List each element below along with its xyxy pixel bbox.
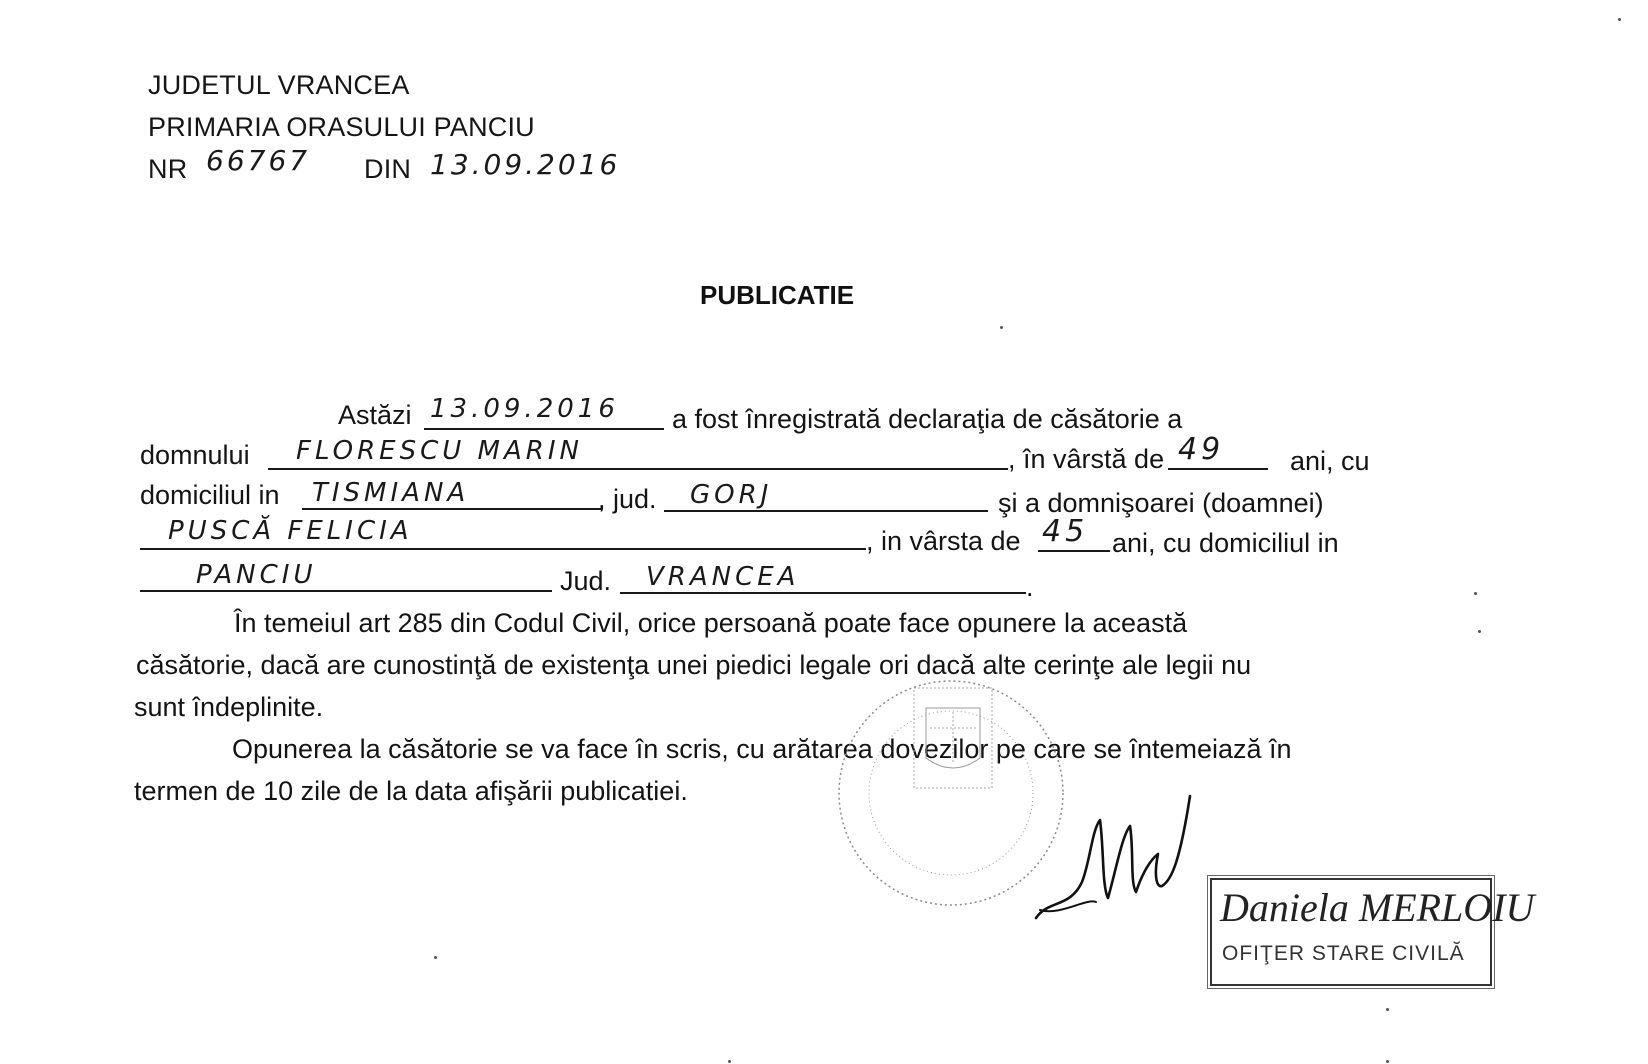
groom-jud-label: , jud.	[598, 484, 657, 514]
scan-speck	[728, 1060, 731, 1063]
declaration-date: 13.09.2016	[430, 394, 619, 424]
date-underline	[424, 428, 664, 430]
groom-age-label: , în vârstă de	[1008, 444, 1165, 474]
scan-speck	[1474, 592, 1477, 595]
declaration-line1-rest: a fost înregistrată declaraţia de căsătorie a	[672, 404, 1183, 434]
din-value: 13.09.2016	[430, 148, 621, 181]
officer-name: Daniela MERLOIU	[1220, 885, 1535, 930]
si-domnisoarei-label: şi a domnişoarei (doamnei)	[998, 488, 1324, 518]
opposition-line1: Opunerea la căsătorie se va face în scris, cu arătarea dovezilor pe care se întemeiază în	[232, 734, 1292, 764]
groom-name: FLORESCU MARIN	[296, 436, 583, 466]
bride-jud-label: Jud.	[560, 566, 612, 596]
bride-county-underline	[620, 592, 1026, 594]
bride-name-underline	[140, 548, 866, 550]
signature-icon	[1030, 790, 1220, 930]
nr-label: NR	[148, 154, 188, 184]
opposition-line2: termen de 10 zile de la data afişării publicatiei.	[134, 776, 688, 806]
groom-ani-cu: ani, cu	[1290, 446, 1370, 476]
groom-county: GORJ	[690, 480, 773, 510]
groom-city: TISMIANA	[312, 478, 470, 508]
nr-value: 66767	[206, 144, 311, 177]
bride-ani-cu: ani, cu domiciliul in	[1112, 528, 1339, 558]
county-heading: JUDETUL VRANCEA	[148, 70, 410, 100]
officer-role: OFIŢER STARE CIVILĂ	[1222, 942, 1465, 965]
domiciliul-label: domiciliul in	[140, 480, 280, 510]
din-label: DIN	[364, 154, 412, 184]
bride-county: VRANCEA	[646, 562, 800, 592]
bride-age: 45	[1042, 514, 1089, 549]
officer-stamp	[1210, 878, 1535, 986]
bride-city: PANCIU	[196, 560, 317, 590]
groom-name-underline	[268, 468, 1008, 470]
legal-basis-line1: În temeiul art 285 din Codul Civil, orice persoană poate face opunere la această	[234, 608, 1188, 638]
declaration-period: .	[1026, 572, 1034, 602]
scan-speck	[1386, 1008, 1389, 1011]
groom-county-underline	[664, 510, 988, 512]
scan-speck	[1618, 18, 1621, 21]
townhall-heading: PRIMARIA ORASULUI PANCIU	[148, 112, 535, 142]
legal-basis-line3: sunt îndeplinite.	[134, 692, 324, 722]
scan-speck	[434, 956, 437, 959]
astazi-label: Astăzi	[338, 400, 412, 430]
scan-speck	[1478, 630, 1481, 633]
legal-basis-line2: căsătorie, dacă are cunostinţă de existenţa unei piedici legale ori dacă alte cerinţe ale legii nu	[136, 650, 1252, 680]
bride-name: PUSCĂ FELICIA	[168, 516, 413, 546]
groom-age-underline	[1168, 468, 1268, 470]
domnului-label: domnului	[140, 440, 250, 470]
groom-city-underline	[302, 508, 602, 510]
bride-age-underline	[1038, 550, 1110, 552]
scan-speck	[1386, 1060, 1389, 1063]
document-title: PUBLICATIE	[700, 280, 855, 310]
scan-speck	[1000, 326, 1003, 329]
bride-city-underline	[140, 590, 552, 592]
groom-age: 49	[1178, 432, 1225, 467]
bride-age-label: , in vârsta de	[866, 526, 1021, 556]
